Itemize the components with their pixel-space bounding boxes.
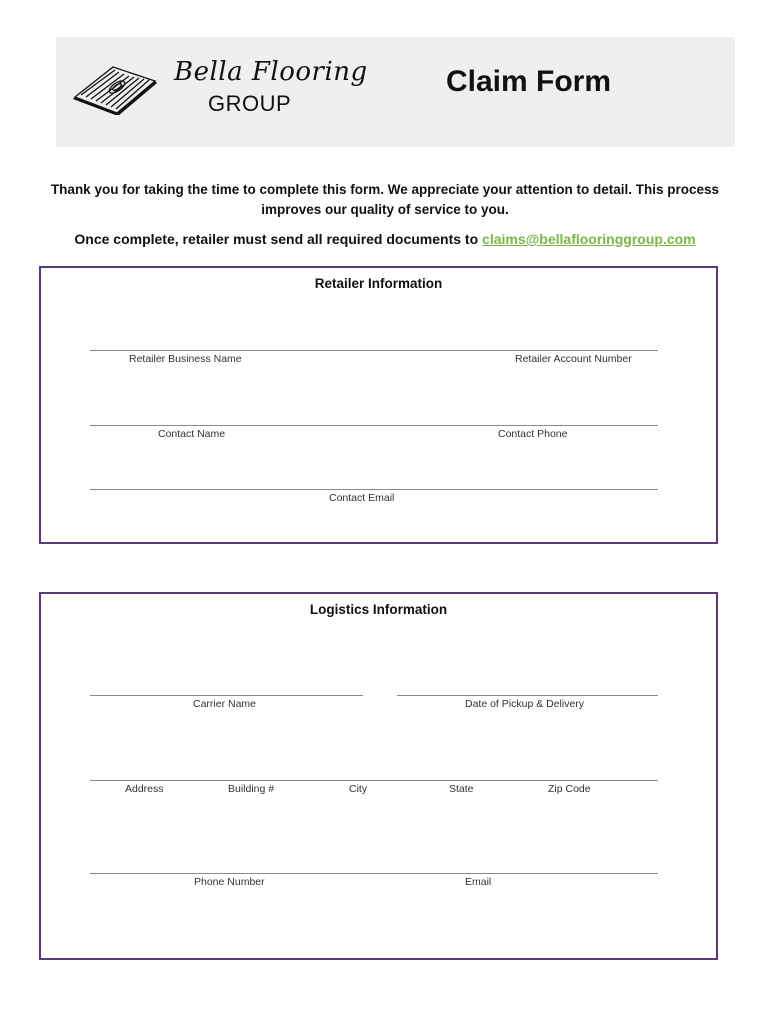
wood-plank-logo-icon — [73, 59, 157, 115]
phone-number-label: Phone Number — [194, 876, 265, 888]
business-name-label: Retailer Business Name — [129, 353, 242, 365]
state-label: State — [449, 783, 474, 795]
retailer-information-section — [39, 266, 718, 544]
claims-email-link[interactable]: claims@bellaflooringgroup.com — [482, 231, 696, 247]
retailer-row1-field-line[interactable] — [90, 350, 658, 351]
address-row-field-line[interactable] — [90, 780, 658, 781]
retailer-section-title: Retailer Information — [314, 276, 443, 291]
carrier-name-field-line[interactable] — [90, 695, 363, 696]
city-label: City — [349, 783, 368, 795]
zip-code-label: Zip Code — [548, 783, 591, 795]
address-label: Address — [125, 783, 164, 795]
phone-email-field-line[interactable] — [90, 873, 658, 874]
contact-phone-label: Contact Phone — [498, 428, 568, 440]
header-banner — [56, 37, 735, 147]
email-label: Email — [465, 876, 492, 888]
instructions-text: Once complete, retailer must send all required documents to — [74, 231, 483, 247]
contact-email-field-line[interactable] — [90, 489, 658, 490]
building-label: Building # — [228, 783, 275, 795]
date-pickup-label: Date of Pickup & Delivery — [465, 698, 585, 710]
submission-instructions — [40, 229, 730, 249]
contact-name-label: Contact Name — [158, 428, 226, 440]
account-number-label: Retailer Account Number — [515, 353, 632, 365]
date-pickup-field-line[interactable] — [397, 695, 658, 696]
carrier-name-label: Carrier Name — [193, 698, 257, 710]
retailer-row2-field-line[interactable] — [90, 425, 658, 426]
intro-text: Thank you for taking the time to complete this form. We appreciate your attention to detail. This process improves our quality of service to you. — [50, 182, 720, 217]
contact-email-label: Contact Email — [329, 492, 395, 504]
brand-group-text: GROUP — [208, 91, 292, 116]
logistics-information-section — [39, 592, 718, 960]
logistics-section-title: Logistics Information — [309, 602, 448, 617]
page-title: Claim Form — [446, 65, 612, 98]
brand-name-script: Bella Flooring — [174, 57, 368, 87]
